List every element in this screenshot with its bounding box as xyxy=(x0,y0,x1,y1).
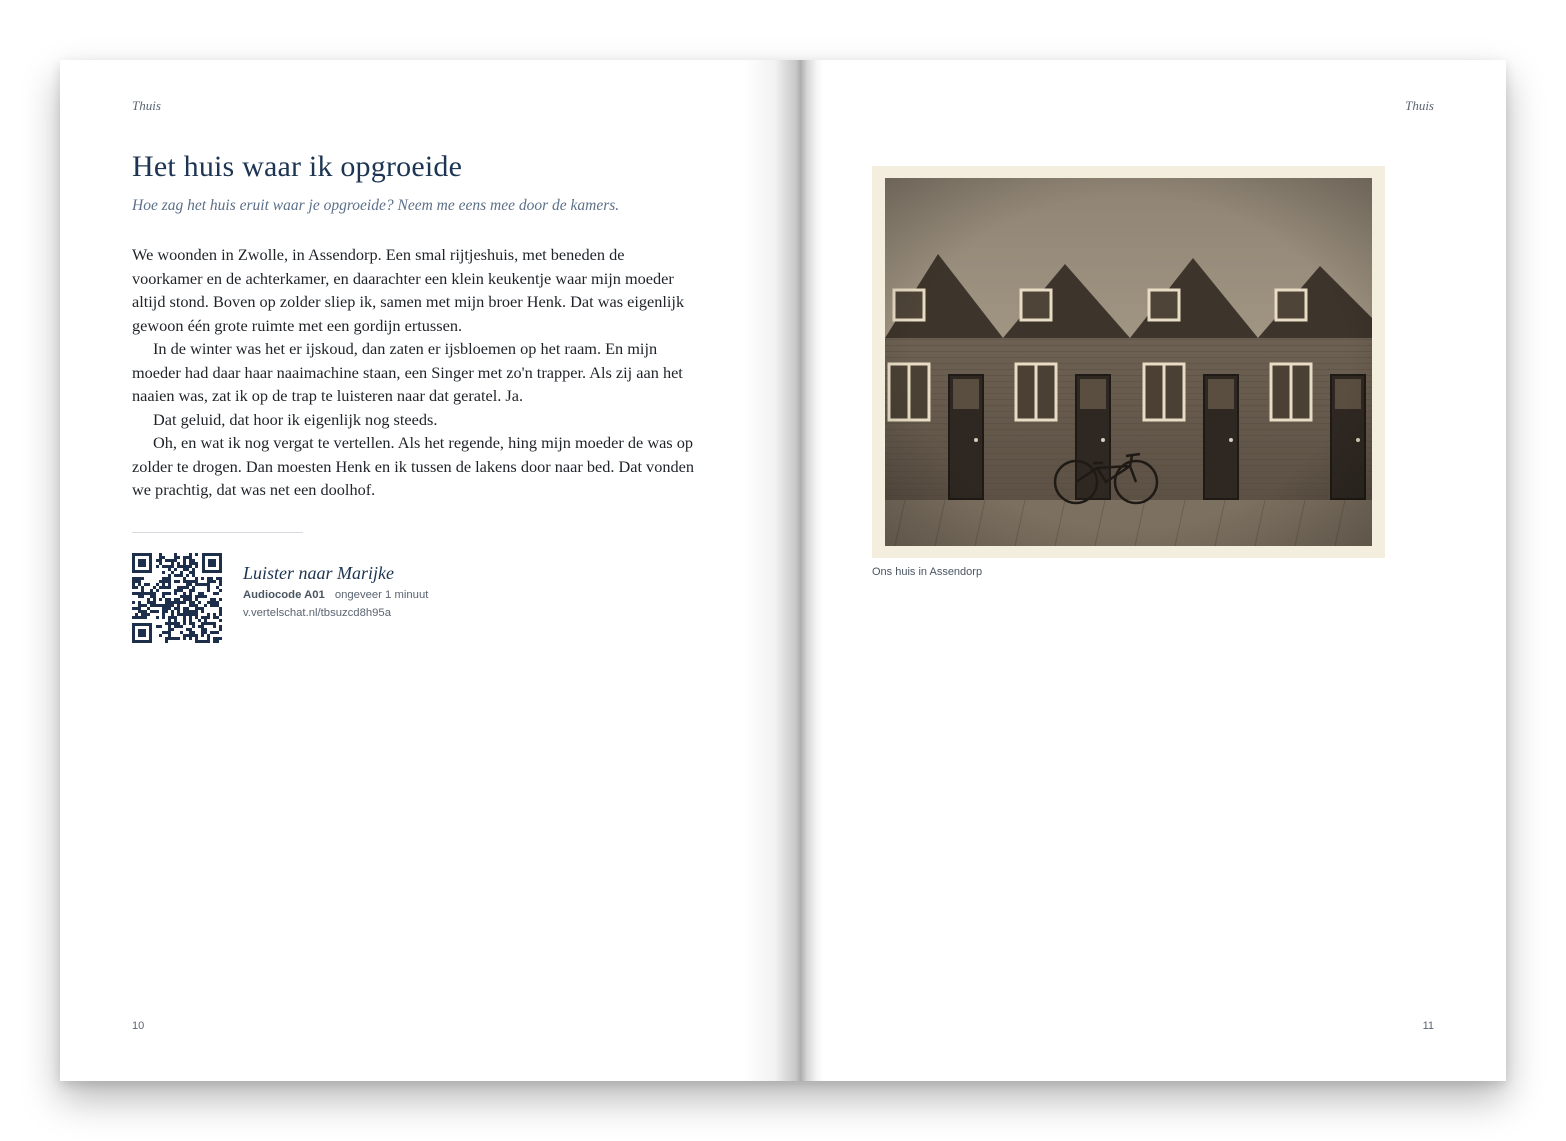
audio-title: Luister naar Marijke xyxy=(243,563,394,583)
paragraph: In de winter was het er ijskoud, dan zaten er ijsbloemen op het raam. En mijn moeder had daar haar naaimachine staan, een Singer met zo'n trapper. Als zij aan het naaien was, zat ik op de trap te luisteren naar dat geratel. Ja. xyxy=(132,339,683,405)
running-head: Thuis xyxy=(1405,98,1434,113)
audio-meta xyxy=(243,589,428,601)
book-spread xyxy=(60,60,1506,1081)
house-photo xyxy=(885,178,1372,546)
left-page xyxy=(60,60,783,1081)
paragraph: We woonden in Zwolle, in Assendorp. Een smal rijtjeshuis, met beneden de voorkamer en de achterkamer, en daarachter een klein keukentje waar mijn moeder altijd stond. Boven op zolder sliep ik, samen met mijn broer Henk. Dat was eigenlijk gewoon één grote ruimte met een gordijn ertussen. xyxy=(132,245,685,335)
audio-url[interactable]: v.vertelschat.nl/tbsuzcd8h95a xyxy=(243,607,391,619)
photo-caption: Ons huis in Assendorp xyxy=(872,566,983,578)
chapter-title: Het huis waar ik opgroeide xyxy=(132,150,463,183)
photo-frame xyxy=(872,166,1385,558)
paragraph: Dat geluid, dat hoor ik eigenlijk nog steeds. xyxy=(153,409,438,429)
qr-code[interactable] xyxy=(132,553,222,643)
page-number: 11 xyxy=(1422,1020,1434,1032)
audio-duration: ongeveer 1 minuut xyxy=(334,589,429,601)
story-text xyxy=(132,243,698,502)
divider xyxy=(132,532,303,533)
running-head: Thuis xyxy=(132,98,161,113)
right-page xyxy=(783,60,1506,1081)
page-number: 10 xyxy=(132,1020,145,1032)
audio-code: Audiocode A01 xyxy=(243,589,325,601)
paragraph: Oh, en wat ik nog vergat te vertellen. Als het regende, hing mijn moeder de was op zolder te drogen. Dan moesten Henk en ik tussen de lakens door naar bed. Dat vonden we prachtig, dat was net een doolhof. xyxy=(132,433,694,499)
chapter-question: Hoe zag het huis eruit waar je opgroeide? Neem me eens mee door de kamers. xyxy=(132,197,620,214)
